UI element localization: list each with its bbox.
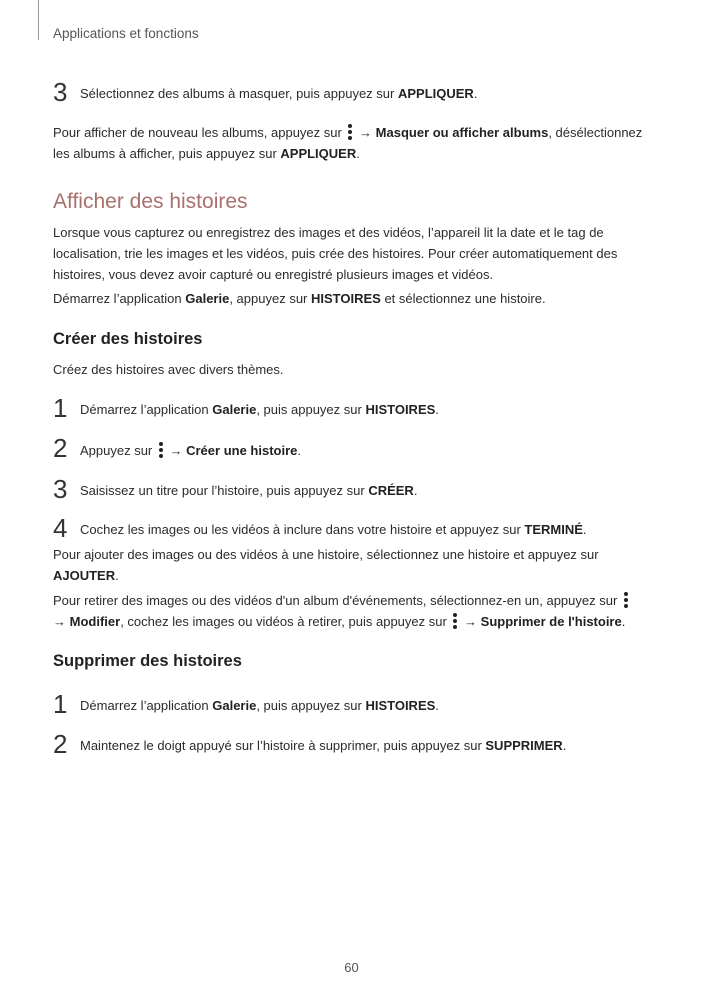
note-add-media: Pour ajouter des images ou des vidéos à une histoire, sélectionnez une histoire et appuyez sur AJOUTER.: [53, 547, 599, 583]
create-step-2: [53, 435, 673, 465]
note-show-albums: Pour afficher de nouveau les albums, appuyez sur → Masquer ou afficher albums, désélectionnez les albums à afficher, puis appuyez sur APPLIQUER.: [53, 125, 643, 161]
step-hide-albums: [53, 79, 673, 109]
step-number: 1: [53, 689, 68, 719]
delete-step-2: [53, 731, 673, 761]
step-text: Appuyez sur → Créer une histoire.: [80, 443, 301, 458]
more-options-icon: [347, 124, 353, 140]
create-step-1: [53, 395, 673, 425]
step-number: 4: [53, 513, 68, 543]
subsection-title-delete: Supprimer des histoires: [53, 652, 242, 670]
more-options-icon: [158, 442, 164, 458]
more-options-icon: [452, 613, 458, 629]
header-rule: [38, 0, 39, 40]
step-number: 3: [53, 77, 68, 107]
step-number: 2: [53, 433, 68, 463]
step-text: Sélectionnez des albums à masquer, puis appuyez sur APPLIQUER.: [80, 86, 478, 101]
step-number: 3: [53, 474, 68, 504]
note-remove-media: Pour retirer des images ou des vidéos d'un album d'événements, sélectionnez-en un, appuyez sur → Modifier, cochez les images ou vidéos à retirer, puis appuyez sur → Supprimer de l'histoire.: [53, 590, 643, 632]
launch-instructions: Démarrez l’application Galerie, appuyez sur HISTOIRES et sélectionnez une histoire.: [53, 291, 546, 306]
create-step-4: [53, 515, 673, 545]
section-intro: Lorsque vous capturez ou enregistrez des images et des vidéos, l’appareil lit la date et le tag de localisation, trie les images et les vidéos, puis crée des histoires. Pour créer automatiquement des histoires, vous devez avoir capturé ou enregistré plusieurs images et vidéos.: [53, 225, 618, 282]
step-number: 2: [53, 729, 68, 759]
section-title: Afficher des histoires: [53, 190, 248, 213]
step-text: Démarrez l’application Galerie, puis appuyez sur HISTOIRES.: [80, 402, 439, 417]
step-text: Maintenez le doigt appuyé sur l’histoire à supprimer, puis appuyez sur SUPPRIMER.: [80, 738, 567, 753]
page-number: 60: [344, 960, 359, 975]
step-text: Démarrez l’application Galerie, puis appuyez sur HISTOIRES.: [80, 698, 439, 713]
more-options-icon: [623, 592, 629, 608]
delete-step-1: [53, 691, 673, 721]
subsection-title-create: Créer des histoires: [53, 330, 203, 348]
running-header: Applications et fonctions: [53, 26, 199, 41]
step-text: Saisissez un titre pour l’histoire, puis appuyez sur CRÉER.: [80, 483, 418, 498]
step-text: Cochez les images ou les vidéos à inclure dans votre histoire et appuyez sur TERMINÉ.: [80, 522, 587, 537]
create-step-3: [53, 476, 673, 506]
create-intro: Créez des histoires avec divers thèmes.: [53, 362, 284, 377]
step-number: 1: [53, 393, 68, 423]
